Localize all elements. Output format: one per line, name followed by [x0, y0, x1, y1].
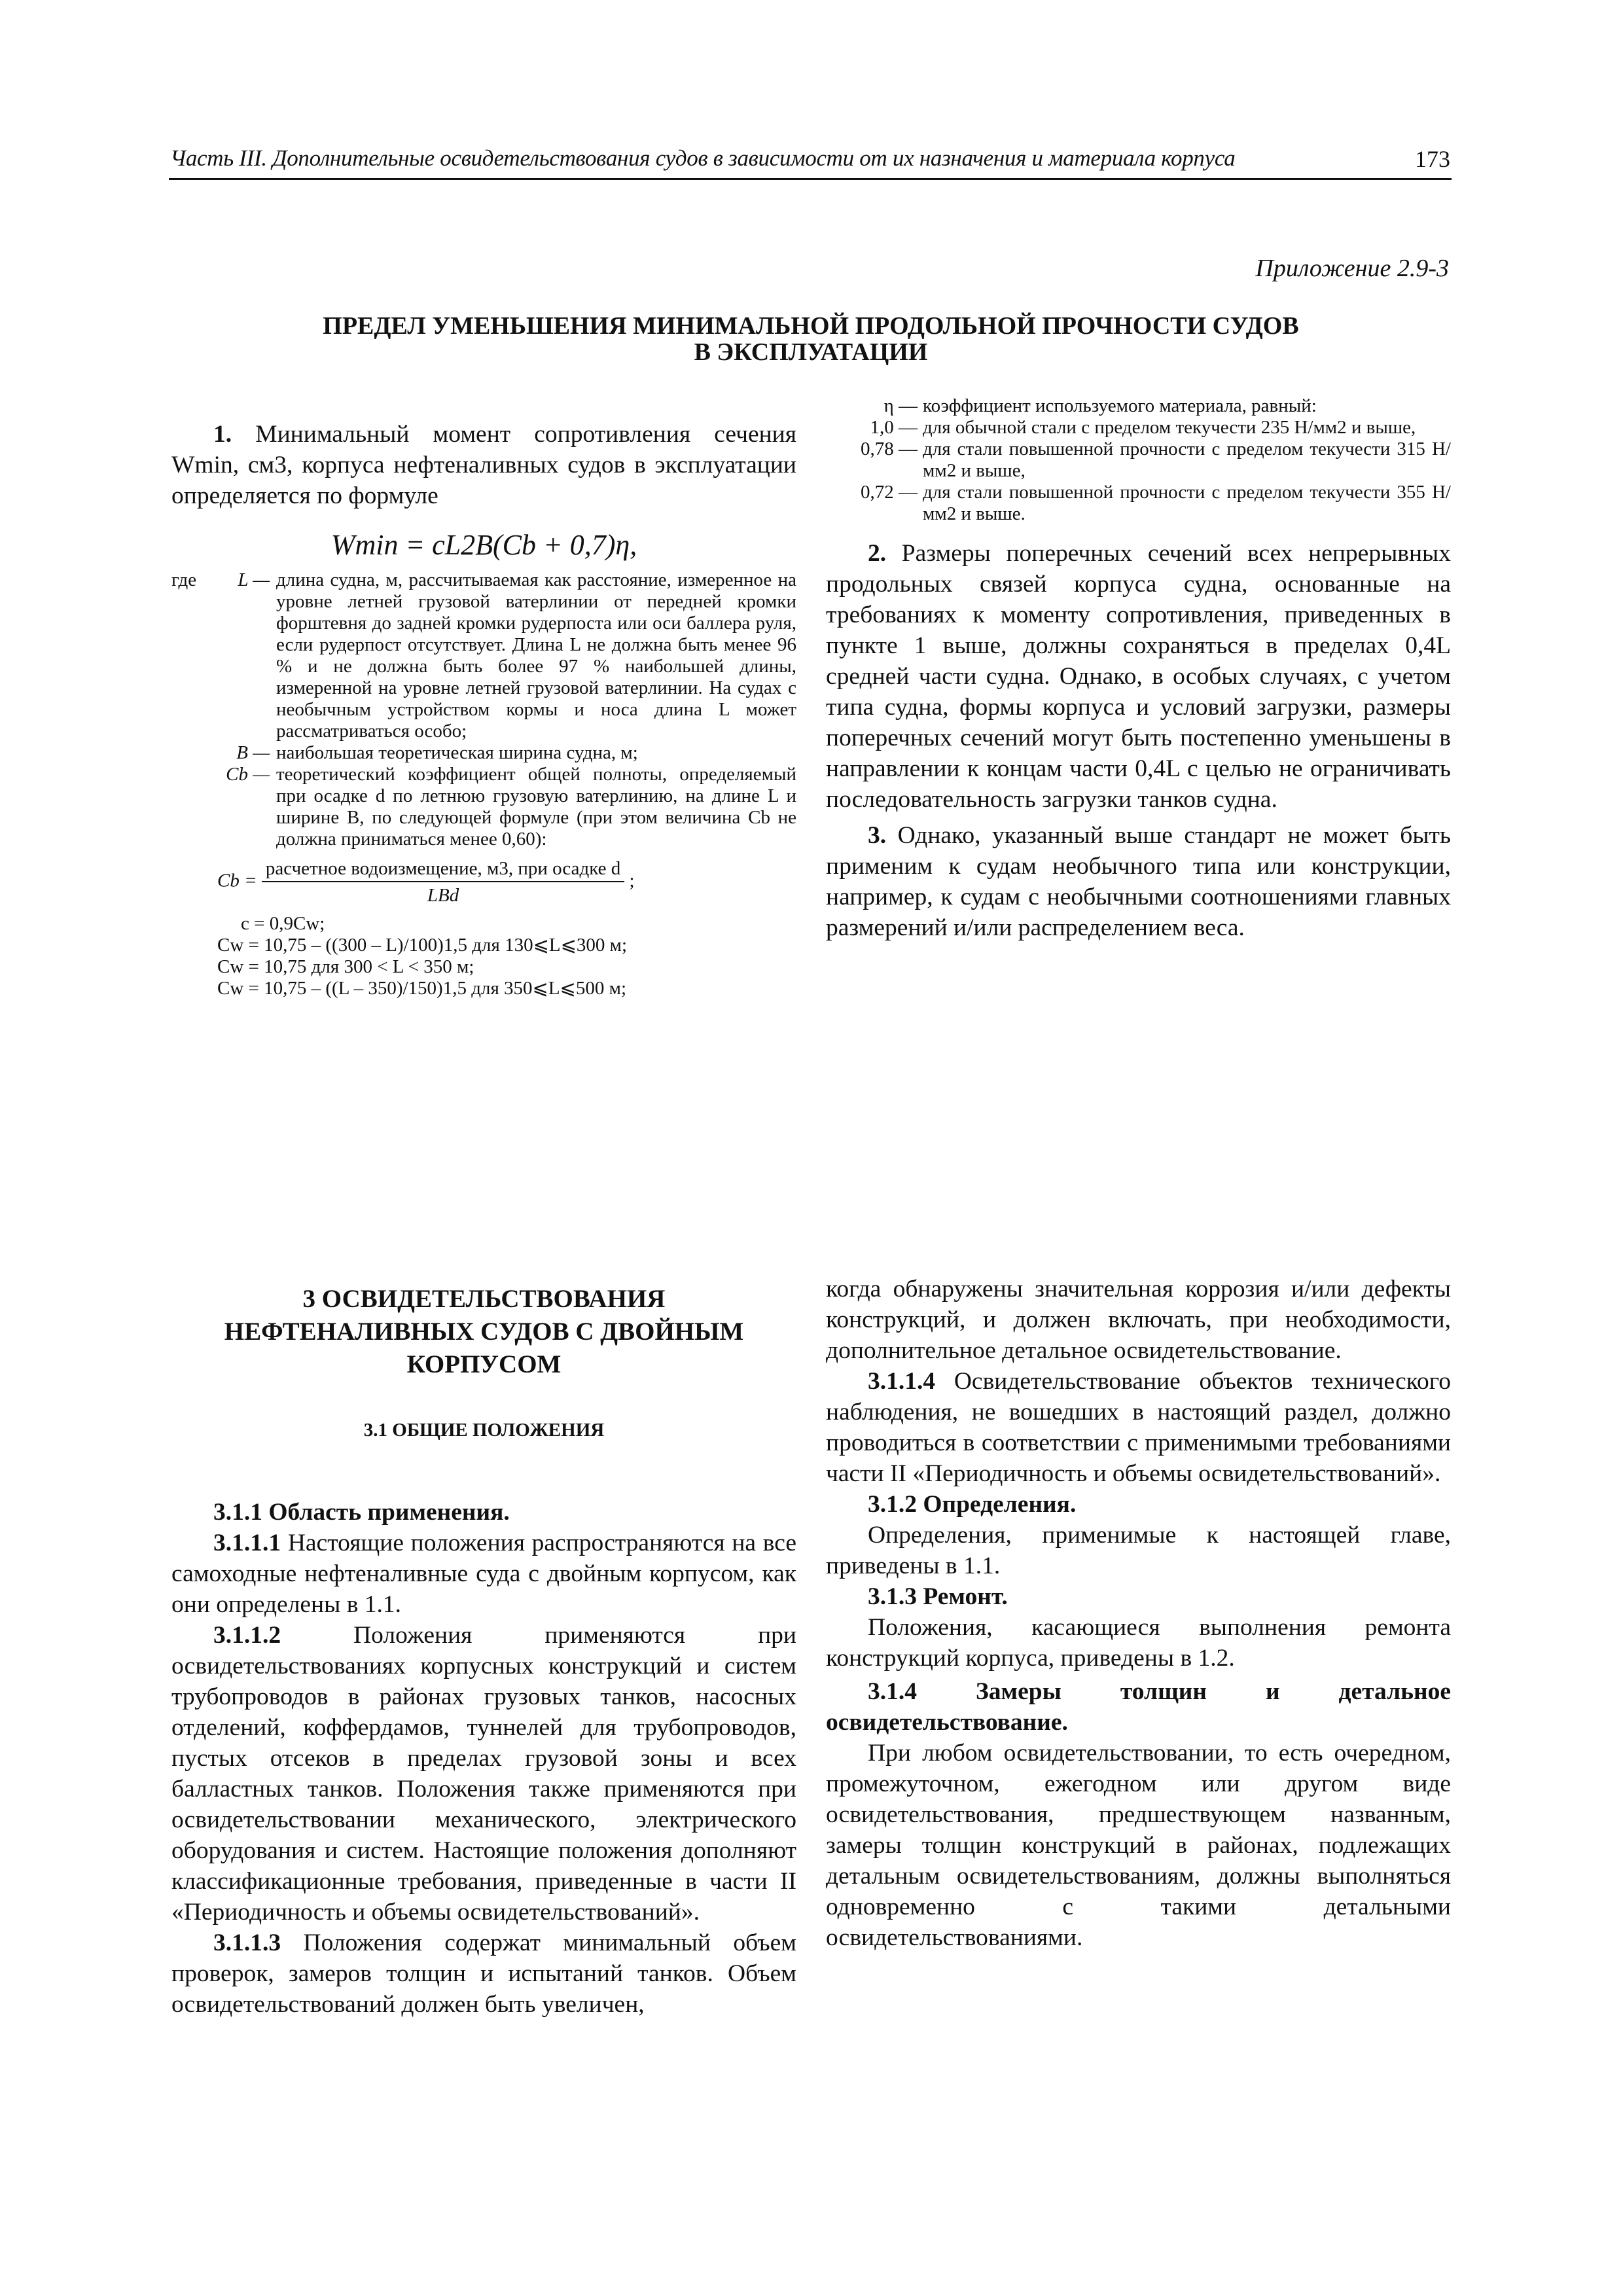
- paragraph-3112-number: 3.1.1.2: [213, 1622, 281, 1649]
- paragraph-312: Определения, применимые к настоящей главе, приведены в 1.1.: [826, 1522, 1451, 1579]
- paragraph-3113-text: Положения содержат минимальный объем проверок, замеров толщин и испытаний танков. Объем освидетельствований должен быть увеличен,: [171, 1929, 797, 2018]
- header-rule: [169, 178, 1452, 180]
- heading-314-text: 3.1.4 Замеры толщин и детальное освидетельствование.: [826, 1678, 1451, 1736]
- item3-text: Однако, указанный выше стандарт не может быть применим к судам необычного типа или конструкции, например, к судам с необычными соотношениями главных размерений и/или распределением веса.: [826, 822, 1452, 941]
- cb-denominator: LBd: [427, 885, 459, 906]
- paragraph-3111-text: Настоящие положения распространяются на все самоходные нефтеналивные суда с двойным корпусом, как они определены в 1.1.: [171, 1530, 796, 1618]
- definition-text: наибольшая теоретическая ширина судна, м;: [276, 742, 638, 763]
- definition-symbol: L —: [238, 569, 270, 590]
- eta-row: [826, 482, 1451, 525]
- appendix-label: Приложение 2.9-3: [1255, 255, 1449, 282]
- paragraph-3112-text: Положения применяются при освидетельствованиях корпусных конструкций и систем трубопроводов в районах грузовых танков, насосных отделений, коффердамов, туннелей для трубопроводов, пустых отсеков в пределах грузовой зоны и всех балластных танков. Положения также применяются при освидетельствовании механического, электрического оборудования и систем. Настоящие положения дополняют классификационные требования, приведенные в части II «Периодичность и объемы освидетельствований».: [171, 1622, 796, 1926]
- eta-row: [826, 439, 1451, 482]
- paragraph-3114-number: 3.1.1.4: [868, 1368, 936, 1395]
- heading-314: [826, 1676, 1451, 1738]
- eta-row: [826, 417, 1451, 439]
- cb-numerator: расчетное водоизмещение, м3, при осадке d: [262, 858, 624, 882]
- definition-row: [171, 742, 796, 764]
- heading-312-text: 3.1.2 Определения.: [868, 1491, 1077, 1518]
- eta-definitions: [826, 395, 1451, 525]
- running-header-title: Часть III. Дополнительные освидетельствования судов в зависимости от их назначения и материала корпуса: [170, 145, 1236, 171]
- paragraph-3113: [171, 1928, 796, 2020]
- left-column-top: [171, 419, 796, 999]
- section31-subtitle: 3.1 ОБЩИЕ ПОЛОЖЕНИЯ: [363, 1420, 605, 1441]
- eta-text: для стали повышенной прочности с пределом текучести 315 Н/мм2 и выше,: [923, 439, 1451, 481]
- where-label: где: [171, 569, 197, 590]
- cb-formula-tail: ;: [629, 870, 635, 891]
- cb-fraction: [262, 858, 624, 906]
- section3-title-line3: КОРПУСОМ: [406, 1350, 562, 1378]
- item2-paragraph: [826, 538, 1451, 815]
- section3-title-line1: 3 ОСВИДЕТЕЛЬСТВОВАНИЯ: [302, 1285, 666, 1313]
- heading-313: [826, 1581, 1451, 1612]
- definitions-table: [171, 569, 796, 850]
- cb-formula-lhs: Cb =: [217, 870, 257, 891]
- eta-text: для стали повышенной прочности с пределом текучести 355 Н/мм2 и выше.: [923, 482, 1451, 524]
- paragraph-3114-text: Освидетельствование объектов технического наблюдения, не вошедших в настоящий раздел, должно проводиться в соответствии с применимыми требованиями части II «Периодичность и объемы освидетельствований».: [826, 1368, 1451, 1487]
- wmin-formula: Wmin = cL2B(Cb + 0,7)η,: [330, 529, 637, 561]
- page-number: 173: [1415, 146, 1450, 172]
- definition-text: теоретический коэффициент общей полноты, определяемый при осадке d по летнюю грузовую ватерлинию, на длине L и ширине B, по следующей формуле (при этом величина Cb не должна приниматься менее 0,60):: [276, 764, 796, 850]
- paragraph-314: При любом освидетельствовании, то есть очередном, промежуточном, ежегодном или другом виде освидетельствования, предшествующем названным, замеры толщин конструкций в районах, подлежащих детальным освидетельствованиям, должны выполняться одновременно с такими детальными освидетельствованиями.: [826, 1740, 1451, 1951]
- page-title-line1: ПРЕДЕЛ УМЕНЬШЕНИЯ МИНИМАЛЬНОЙ ПРОДОЛЬНОЙ ПРОЧНОСТИ СУДОВ: [323, 312, 1299, 340]
- section3-left-column: [171, 1283, 796, 2020]
- heading-311: [171, 1497, 796, 1528]
- cw-line: Cw = 10,75 – ((L – 350)/150)1,5 для 350⩽L⩽500 м;: [217, 978, 627, 999]
- cw-line: Cw = 10,75 для 300 < L < 350 м;: [217, 956, 474, 977]
- eta-symbol: 0,78 —: [861, 439, 918, 459]
- eta-symbol: η —: [883, 395, 918, 416]
- section3-title: [171, 1283, 796, 1381]
- item3-number: 3.: [868, 822, 887, 849]
- right-column-top: [826, 395, 1451, 943]
- paragraph-3111: [171, 1528, 796, 1620]
- cb-formula: [217, 858, 796, 906]
- definition-symbol: Cb —: [226, 764, 270, 785]
- paragraph-3112: [171, 1620, 796, 1928]
- paragraph-3113-number: 3.1.1.3: [213, 1929, 281, 1956]
- eta-text: коэффициент используемого материала, равный:: [923, 395, 1317, 416]
- heading-313-text: 3.1.3 Ремонт.: [868, 1583, 1008, 1610]
- eta-row: [826, 395, 1451, 417]
- cw-formulas: [217, 913, 796, 999]
- paragraph-3111-number: 3.1.1.1: [213, 1530, 281, 1556]
- page-title: [169, 313, 1453, 365]
- definition-row: [171, 764, 796, 850]
- eta-symbol: 1,0 —: [870, 417, 918, 438]
- section3-right-column: [826, 1274, 1451, 1953]
- item1-text: Минимальный момент сопротивления сечения Wmin, см3, корпуса нефтеналивных судов в эксплуатации определяется по формуле: [171, 421, 796, 509]
- section3-title-line2: НЕФТЕНАЛИВНЫХ СУДОВ С ДВОЙНЫМ: [224, 1318, 744, 1346]
- item3-paragraph: [826, 820, 1451, 943]
- heading-312: [826, 1489, 1451, 1520]
- definition-text: длина судна, м, рассчитываемая как расстояние, измеренное на уровне летней грузовой ватерлинии от передней кромки форштевня до задней кромки рудерпоста или оси баллера руля, если рудерпост отсутствует. Длина L не должна быть менее 96 % и не должна быть более 97 % наибольшей длины, измеренной на уровне летней грузовой ватерлинии. На судах с необычным устройством кормы и носа длина L может рассматриваться особо;: [276, 569, 796, 742]
- definition-row: [171, 569, 796, 742]
- item1-number: 1.: [213, 421, 232, 448]
- eta-text: для обычной стали с пределом текучести 235 Н/мм2 и выше,: [923, 417, 1416, 438]
- definition-symbol: B —: [236, 742, 270, 763]
- item2-text: Размеры поперечных сечений всех непрерывных продольных связей корпуса судна, основанные на требованиях к моменту сопротивления, приведенных в пункте 1 выше, должны сохраняться в пределах 0,4L средней части судна. Однако, в особых случаях, с учетом типа судна, формы корпуса и условий загрузки, размеры поперечных сечений могут быть постепенно уменьшены в направлении к концам части 0,4L с целью не ограничивать последовательность загрузки танков судна.: [826, 540, 1451, 813]
- item2-number: 2.: [868, 540, 887, 567]
- item1-paragraph: [171, 419, 796, 511]
- page-title-line2: В ЭКСПЛУАТАЦИИ: [694, 338, 928, 366]
- cw-line: Cw = 10,75 – ((300 – L)/100)1,5 для 130⩽L⩽300 м;: [217, 935, 628, 956]
- paragraph-3113-continued: когда обнаружены значительная коррозия и/или дефекты конструкций, и должен включать, при необходимости, дополнительное детальное освидетельствование.: [826, 1276, 1451, 1364]
- paragraph-3114: [826, 1366, 1451, 1489]
- c-line: c = 0,9Cw;: [241, 913, 325, 934]
- paragraph-313: Положения, касающиеся выполнения ремонта конструкций корпуса, приведены в 1.2.: [826, 1614, 1451, 1672]
- eta-symbol: 0,72 —: [861, 482, 918, 503]
- heading-311-text: 3.1.1 Область применения.: [213, 1499, 510, 1526]
